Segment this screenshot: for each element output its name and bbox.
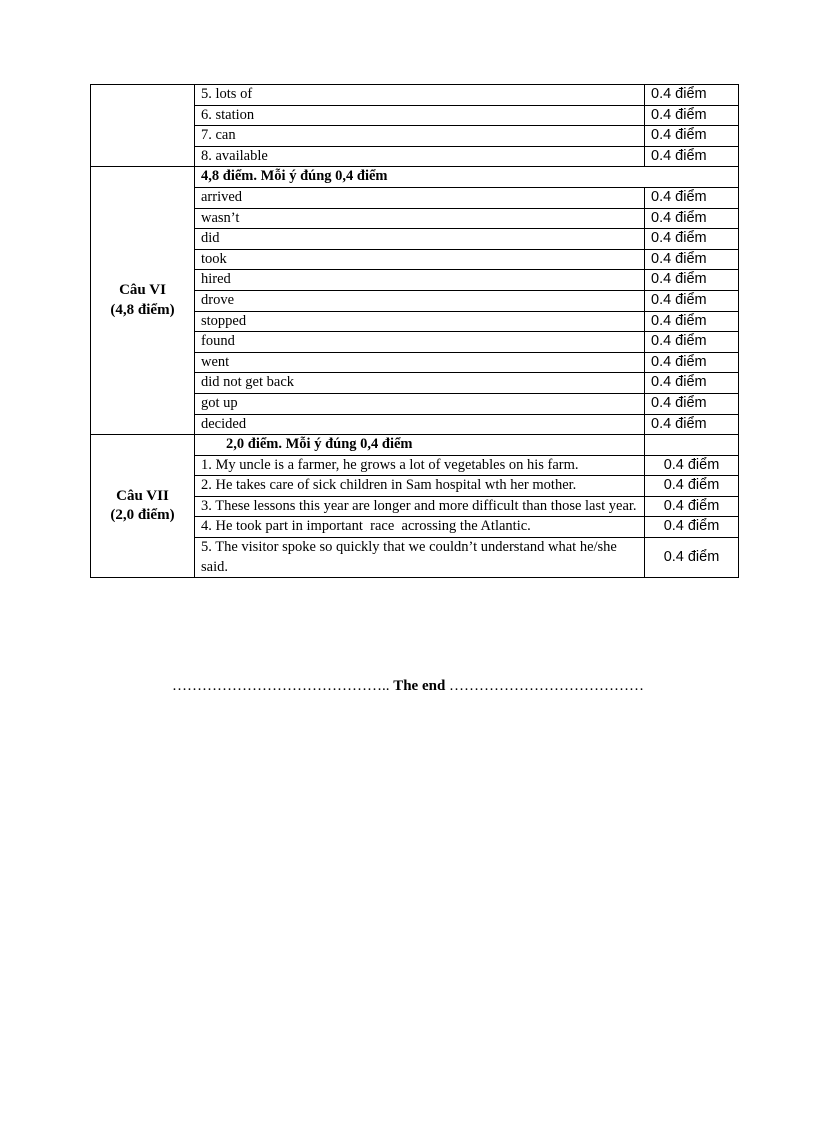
points-cell: 0.4 điểm — [645, 290, 739, 311]
points-cell: 0.4 điểm — [645, 538, 739, 578]
answer-cell: found — [195, 332, 645, 353]
points-cell: 0.4 điểm — [645, 517, 739, 538]
question-cell-empty — [91, 85, 195, 167]
empty-points-cell — [645, 435, 739, 456]
points-cell: 0.4 điểm — [645, 187, 739, 208]
answer-cell: hired — [195, 270, 645, 291]
answer-cell: wasn’t — [195, 208, 645, 229]
question-title: Câu VI — [119, 282, 166, 299]
answer-cell: 5. lots of — [195, 85, 645, 106]
answer-key-table — [90, 84, 739, 578]
points-cell: 0.4 điểm — [645, 146, 739, 167]
answer-cell: 4. He took part in important race acrossing the Atlantic. — [195, 517, 645, 538]
points-cell: 0.4 điểm — [645, 105, 739, 126]
points-cell: 0.4 điểm — [645, 414, 739, 435]
points-cell: 0.4 điểm — [645, 229, 739, 250]
table-row — [91, 85, 739, 106]
question-cell-q7 — [91, 435, 195, 578]
points-cell: 0.4 điểm — [645, 208, 739, 229]
points-cell: 0.4 điểm — [645, 270, 739, 291]
points-cell: 0.4 điểm — [645, 496, 739, 517]
points-cell: 0.4 điểm — [645, 85, 739, 106]
question-total: (4,8 điểm) — [110, 301, 175, 318]
points-cell: 0.4 điểm — [645, 332, 739, 353]
points-cell: 0.4 điểm — [645, 373, 739, 394]
answer-cell: 2. He takes care of sick children in Sam hospital wth her mother. — [195, 476, 645, 497]
answer-cell: did — [195, 229, 645, 250]
answer-cell: 8. available — [195, 146, 645, 167]
answer-cell: 7. can — [195, 126, 645, 147]
points-cell: 0.4 điểm — [645, 352, 739, 373]
answer-cell: stopped — [195, 311, 645, 332]
points-cell: 0.4 điểm — [645, 393, 739, 414]
points-cell: 0.4 điểm — [645, 126, 739, 147]
question-cell-q6 — [91, 167, 195, 435]
answer-cell: did not get back — [195, 373, 645, 394]
answer-cell: got up — [195, 393, 645, 414]
answer-cell: 6. station — [195, 105, 645, 126]
answer-cell: 5. The visitor spoke so quickly that we couldn’t understand what he/she said. — [195, 538, 645, 578]
answer-cell: decided — [195, 414, 645, 435]
footer-left-dots: …………………………………….. — [171, 678, 390, 694]
answer-cell: arrived — [195, 187, 645, 208]
footer-right-dots: ………………………………… — [449, 678, 645, 694]
points-cell: 0.4 điểm — [645, 476, 739, 497]
answer-cell: took — [195, 249, 645, 270]
answer-cell: 1. My uncle is a farmer, he grows a lot of vegetables on his farm. — [195, 455, 645, 476]
table-row — [91, 435, 739, 456]
question-total: (2,0 điểm) — [110, 507, 175, 524]
question-title: Câu VII — [116, 487, 169, 504]
the-end-footer — [0, 678, 816, 695]
section-header: 4,8 điểm. Mỗi ý đúng 0,4 điểm — [195, 167, 739, 188]
section-header: 2,0 điểm. Mỗi ý đúng 0,4 điểm — [195, 435, 645, 456]
table-row — [91, 167, 739, 188]
answer-cell: went — [195, 352, 645, 373]
points-cell: 0.4 điểm — [645, 249, 739, 270]
points-cell: 0.4 điểm — [645, 311, 739, 332]
points-cell: 0.4 điểm — [645, 455, 739, 476]
answer-cell: 3. These lessons this year are longer and more difficult than those last year. — [195, 496, 645, 517]
answer-cell: drove — [195, 290, 645, 311]
the-end-label: The end — [393, 678, 446, 694]
